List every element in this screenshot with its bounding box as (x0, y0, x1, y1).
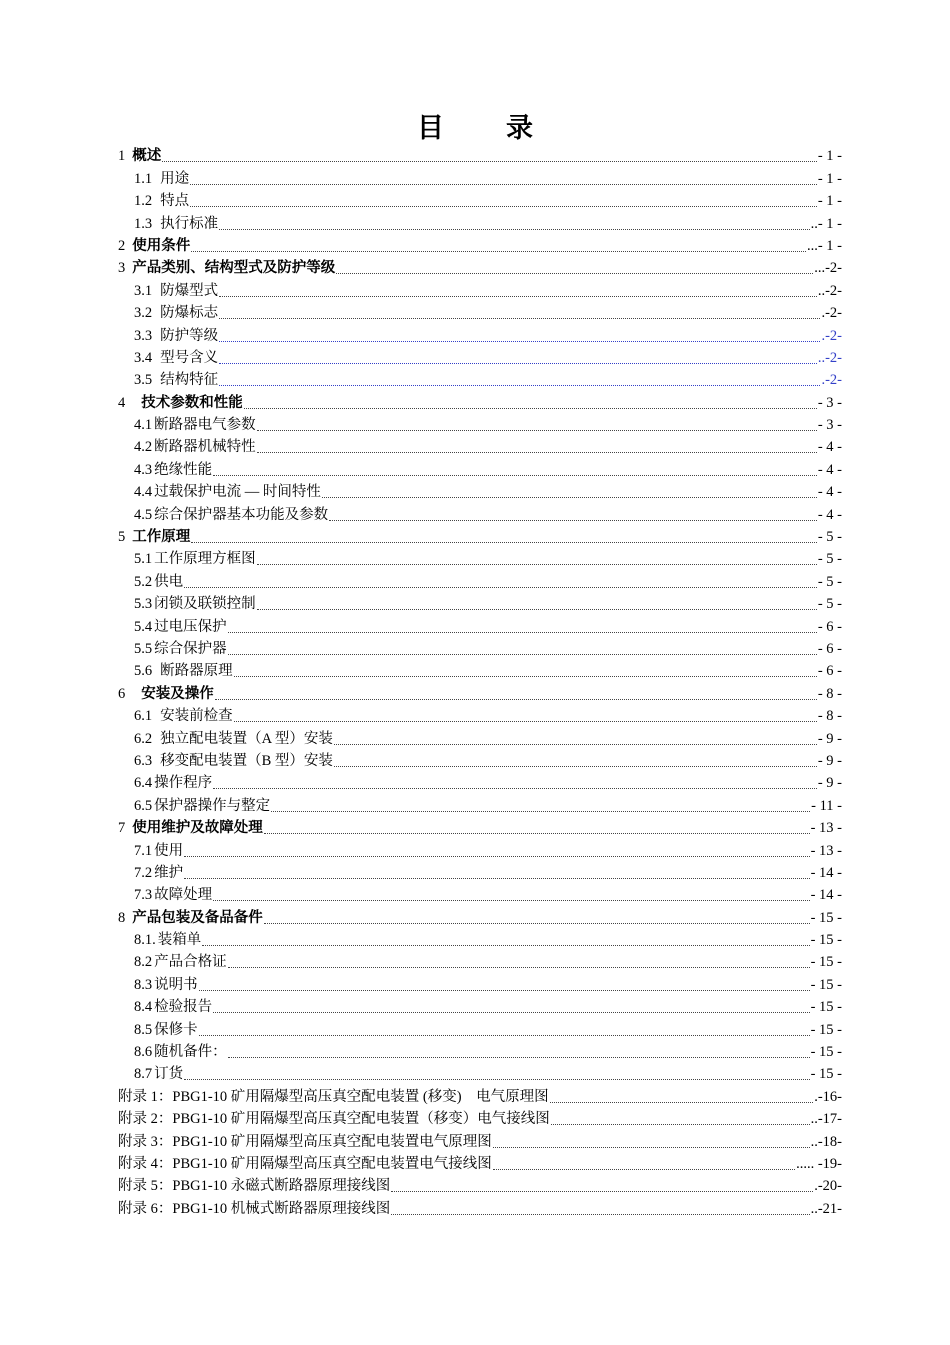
dot-leader (493, 1133, 810, 1148)
dot-leader (219, 215, 809, 230)
toc-entry-title: PBG1-10 永磁式断路器原理接线图 (172, 1178, 391, 1195)
toc-entry[interactable] (118, 524, 842, 546)
toc-entry-number: 7.2 (134, 864, 153, 881)
toc-entry-page: - 15 - (810, 909, 842, 926)
dot-leader (257, 416, 817, 431)
dot-leader (184, 864, 809, 879)
toc-entry-page: ..-17- (810, 1111, 842, 1128)
toc-entry-title: 过载保护电流 — 时间特性 (154, 484, 321, 501)
dot-leader (329, 506, 817, 521)
page-title (0, 106, 950, 145)
dot-leader (213, 461, 817, 476)
toc-entry-page: - 5 - (817, 596, 842, 613)
toc-entry-number: 6.1 (134, 708, 153, 725)
toc-entry-page: - 4 - (817, 439, 842, 456)
toc-entry-page: .-20- (814, 1178, 842, 1195)
toc-entry-page: - 4 - (817, 461, 842, 478)
toc-entry[interactable] (118, 434, 842, 456)
toc-entry[interactable] (118, 1016, 842, 1038)
toc-entry[interactable] (118, 815, 842, 837)
toc-entry[interactable] (118, 725, 842, 747)
toc-entry-title: 产品类别、结构型式及防护等级 (132, 260, 336, 277)
toc-entry-title: 技术参数和性能 (141, 394, 243, 411)
dot-leader (271, 797, 810, 812)
toc-entry[interactable] (118, 927, 842, 949)
toc-entry-number: 5.1 (134, 551, 153, 568)
toc-entry-page: ..- 1 - (810, 215, 842, 232)
toc-entry-title: 断路器电气参数 (154, 417, 256, 434)
toc-entry-title: 安装及操作 (141, 685, 214, 702)
toc-entry-title: 保护器操作与整定 (154, 797, 271, 814)
toc-entry-page: - 15 - (810, 954, 842, 971)
toc-entry-number: 1.1 (134, 170, 153, 187)
toc-entry-title: 过电压保护 (154, 618, 227, 635)
toc-entry-number: 附录 1： (118, 1088, 173, 1105)
dot-leader (257, 438, 817, 453)
toc-entry-number: 5 (118, 529, 126, 546)
toc-entry[interactable] (118, 210, 842, 232)
dot-leader (334, 752, 817, 767)
toc-entry[interactable] (118, 568, 842, 590)
dot-leader (219, 282, 817, 297)
toc-entry-number: 4 (118, 394, 126, 411)
toc-entry-title: PBG1-10 矿用隔爆型高压真空配电装置（移变）电气接线图 (172, 1111, 550, 1128)
toc-entry-page: ..-2- (817, 349, 842, 366)
toc-entry-title: 保修卡 (154, 1021, 198, 1038)
toc-entry-page: - 8 - (817, 685, 842, 702)
toc-entry-title: 综合保护器基本功能及参数 (154, 506, 329, 523)
toc-entry-title: PBG1-10 矿用隔爆型高压真空配电装置 (移变) 电气原理图 (172, 1088, 549, 1105)
toc-entry-title: 供电 (154, 573, 184, 590)
toc-entry-page: - 15 - (810, 1021, 842, 1038)
toc-entry[interactable] (118, 479, 842, 501)
toc-entry-page: - 9 - (817, 775, 842, 792)
toc-entry[interactable] (118, 860, 842, 882)
toc-entry-title: 防爆型式 (160, 282, 219, 299)
toc-entry-number: 1 (118, 148, 126, 165)
toc-entry-page: ..... -19- (796, 1155, 842, 1172)
dot-leader (184, 573, 817, 588)
toc-entry-page: - 6 - (817, 640, 842, 657)
dot-leader (219, 304, 820, 319)
toc-entry-page: ...- 1 - (806, 237, 842, 254)
toc-entry-title: 使用 (154, 842, 184, 859)
dot-leader (550, 1088, 814, 1103)
toc-entry-title: 安装前检查 (160, 708, 233, 725)
toc-entry-number: 7.3 (134, 887, 153, 904)
toc-entry-number: 7.1 (134, 842, 153, 859)
toc-entry[interactable] (118, 546, 842, 568)
toc-entry-page: - 14 - (810, 887, 842, 904)
toc-entry[interactable] (118, 501, 842, 523)
toc-entry[interactable] (118, 680, 842, 702)
toc-entry-page: - 15 - (810, 999, 842, 1016)
toc-entry-title: 特点 (160, 193, 190, 210)
toc-entry-title: 独立配电装置（A 型）安装 (160, 730, 333, 747)
dot-leader (234, 707, 817, 722)
toc-entry[interactable] (118, 1039, 842, 1061)
dot-leader (257, 595, 817, 610)
toc-entry-title: 工作原理 (132, 529, 191, 546)
toc-entry-title: 装箱单 (157, 932, 202, 949)
dot-leader (213, 774, 817, 789)
toc-entry[interactable] (118, 792, 842, 814)
toc-entry-number: 附录 6： (118, 1200, 173, 1217)
toc-entry-title: 结构特征 (160, 372, 219, 389)
dot-leader (257, 550, 817, 565)
dot-leader (334, 730, 817, 745)
toc-entry-title: 闭锁及联锁控制 (154, 596, 256, 613)
toc-entry[interactable] (118, 949, 842, 971)
toc-entry-page: - 11 - (811, 797, 842, 814)
dot-leader (264, 909, 810, 924)
toc-entry-number: 6.2 (134, 730, 153, 747)
toc-entry-number: 5.3 (134, 596, 153, 613)
toc-entry-title: 维护 (154, 864, 184, 881)
toc-entry-page: - 6 - (817, 663, 842, 680)
toc-entry-number: 8.5 (134, 1021, 153, 1038)
toc-entry-page: - 13 - (810, 842, 842, 859)
toc-entry-title: PBG1-10 机械式断路器原理接线图 (172, 1200, 391, 1217)
toc-entry[interactable] (118, 277, 842, 299)
toc-entry-page: - 3 - (817, 417, 842, 434)
toc-entry-page: - 15 - (810, 932, 842, 949)
toc-entry-number: 6.3 (134, 752, 153, 769)
toc-entry-title: 操作程序 (154, 775, 213, 792)
toc-entry-page: - 15 - (810, 1044, 842, 1061)
dot-leader (190, 192, 817, 207)
toc-entry-title: 故障处理 (154, 887, 213, 904)
toc-entry[interactable] (118, 994, 842, 1016)
toc-entry-page: ..-21- (810, 1200, 842, 1217)
dot-leader (336, 259, 813, 274)
dot-leader (228, 1043, 810, 1058)
toc-entry-number: 7 (118, 820, 126, 837)
toc-entry-number: 3.2 (134, 305, 153, 322)
toc-entry-page: - 8 - (817, 708, 842, 725)
dot-leader (322, 483, 817, 498)
toc-entry[interactable] (118, 1195, 842, 1217)
toc-entry-number: 8.4 (134, 999, 153, 1016)
toc-entry[interactable] (118, 882, 842, 904)
toc-entry-title: 移变配电装置（B 型）安装 (160, 752, 333, 769)
toc-entry[interactable] (118, 233, 842, 255)
toc-entry-number: 1.2 (134, 193, 153, 210)
toc-entry[interactable] (118, 143, 842, 165)
toc-entry-title: 绝缘性能 (154, 461, 213, 478)
toc-entry-title: 概述 (132, 148, 162, 165)
toc-entry-number: 附录 5： (118, 1178, 173, 1195)
toc-entry[interactable] (118, 412, 842, 434)
toc-entry-number: 5.2 (134, 573, 153, 590)
dot-leader (219, 349, 817, 364)
toc-entry-page: .-2- (821, 327, 842, 344)
toc-entry[interactable] (118, 389, 842, 411)
toc-entry-page: - 9 - (817, 730, 842, 747)
toc-entry-page: - 3 - (817, 394, 842, 411)
dot-leader (184, 842, 809, 857)
toc-entry-title: 检验报告 (154, 999, 213, 1016)
dot-leader (191, 528, 817, 543)
toc-entry-page: - 15 - (810, 976, 842, 993)
toc-entry-page: - 15 - (810, 1066, 842, 1083)
toc-entry-number: 3.3 (134, 327, 153, 344)
toc-entry-page: - 1 - (817, 193, 842, 210)
toc-entry-page: - 14 - (810, 864, 842, 881)
toc-entry-page: - 4 - (817, 484, 842, 501)
toc-entry-number: 4.4 (134, 484, 153, 501)
toc-entry-page: - 5 - (817, 573, 842, 590)
dot-leader (191, 237, 806, 252)
dot-leader (199, 1021, 810, 1036)
toc-entry-number: 附录 2： (118, 1111, 173, 1128)
dot-leader (551, 1110, 810, 1125)
toc-entry-number: 1.3 (134, 215, 153, 232)
toc-entry-page: - 1 - (817, 148, 842, 165)
toc-entry-number: 4.5 (134, 506, 153, 523)
dot-leader (391, 1177, 813, 1192)
toc-entry-title: 使用条件 (132, 237, 191, 254)
toc-entry-number: 8.2 (134, 954, 153, 971)
toc-entry-page: ..-2- (817, 282, 842, 299)
toc-entry-page: .-2- (821, 305, 842, 322)
toc-entry-number: 8.1. (134, 932, 156, 949)
title-char-1: 目 (417, 113, 444, 144)
toc-entry-number: 5.5 (134, 640, 153, 657)
toc-entry-title: PBG1-10 矿用隔爆型高压真空配电装置电气接线图 (172, 1155, 492, 1172)
toc-entry-title: 订货 (154, 1066, 184, 1083)
toc-entry[interactable] (118, 971, 842, 993)
toc-entry[interactable] (118, 1106, 842, 1128)
toc-entry-number: 4.2 (134, 439, 153, 456)
dot-leader (199, 976, 810, 991)
dot-leader (162, 147, 817, 162)
toc-entry-title: 产品包装及备品备件 (132, 909, 263, 926)
toc-entry-number: 6 (118, 685, 126, 702)
toc-entry-title: 防爆标志 (160, 305, 219, 322)
toc-entry-number: 6.4 (134, 775, 153, 792)
dot-leader (219, 371, 820, 386)
table-of-contents (118, 143, 842, 1218)
toc-entry[interactable] (118, 703, 842, 725)
toc-entry-title: 防护等级 (160, 327, 219, 344)
dot-leader (213, 886, 809, 901)
toc-entry-page: - 5 - (817, 551, 842, 568)
dot-leader (190, 170, 817, 185)
toc-entry-page: - 5 - (817, 529, 842, 546)
toc-entry-title: 执行标准 (160, 215, 219, 232)
dot-leader (391, 1200, 809, 1215)
toc-entry-title: 用途 (160, 170, 190, 187)
toc-entry[interactable] (118, 456, 842, 478)
dot-leader (244, 394, 817, 409)
toc-entry-number: 8 (118, 909, 126, 926)
toc-entry-title: PBG1-10 矿用隔爆型高压真空配电装置电气原理图 (172, 1133, 492, 1150)
toc-entry[interactable] (118, 300, 842, 322)
dot-leader (264, 819, 810, 834)
toc-entry[interactable] (118, 188, 842, 210)
dot-leader (219, 327, 820, 342)
toc-entry-page: - 13 - (810, 820, 842, 837)
dot-leader (213, 998, 809, 1013)
toc-entry[interactable] (118, 591, 842, 613)
toc-entry[interactable] (118, 904, 842, 926)
toc-entry-number: 3.4 (134, 349, 153, 366)
toc-entry[interactable] (118, 636, 842, 658)
toc-entry-title: 综合保护器 (154, 640, 227, 657)
toc-entry[interactable] (118, 322, 842, 344)
toc-entry-page: - 4 - (817, 506, 842, 523)
toc-entry-number: 8.7 (134, 1066, 153, 1083)
toc-entry-page: - 9 - (817, 752, 842, 769)
toc-entry-page: - 1 - (817, 170, 842, 187)
toc-entry-number: 3 (118, 260, 126, 277)
toc-entry-number: 5.4 (134, 618, 153, 635)
toc-entry-number: 8.3 (134, 976, 153, 993)
toc-entry[interactable] (118, 658, 842, 680)
toc-entry[interactable] (118, 345, 842, 367)
toc-entry-number: 2 (118, 237, 126, 254)
title-char-2: 录 (506, 113, 533, 144)
toc-entry[interactable] (118, 255, 842, 277)
toc-entry[interactable] (118, 613, 842, 635)
toc-entry-number: 3.5 (134, 372, 153, 389)
dot-leader (184, 1065, 809, 1080)
toc-entry[interactable] (118, 1173, 842, 1195)
dot-leader (202, 931, 809, 946)
toc-entry[interactable] (118, 1061, 842, 1083)
toc-entry[interactable] (118, 165, 842, 187)
dot-leader (234, 662, 817, 677)
toc-entry-title: 工作原理方框图 (154, 551, 256, 568)
toc-entry[interactable] (118, 748, 842, 770)
toc-entry-title: 断路器机械特性 (154, 439, 256, 456)
toc-entry[interactable] (118, 367, 842, 389)
toc-entry-number: 4.1 (134, 417, 153, 434)
toc-entry-title: 断路器原理 (160, 663, 233, 680)
toc-entry-number: 附录 3： (118, 1133, 173, 1150)
toc-entry-page: .-16- (814, 1088, 842, 1105)
toc-entry-page: ..-18- (810, 1133, 842, 1150)
toc-entry-title: 说明书 (154, 976, 198, 993)
toc-entry-title: 使用维护及故障处理 (132, 820, 263, 837)
toc-entry-number: 5.6 (134, 663, 153, 680)
toc-entry-title: 随机备件： (154, 1044, 227, 1061)
dot-leader (228, 618, 817, 633)
dot-leader (228, 640, 817, 655)
toc-entry-number: 6.5 (134, 797, 153, 814)
toc-entry-number: 附录 4： (118, 1155, 173, 1172)
dot-leader (215, 685, 817, 700)
toc-entry-number: 4.3 (134, 461, 153, 478)
toc-entry[interactable] (118, 1128, 842, 1150)
toc-entry[interactable] (118, 837, 842, 859)
toc-entry-page: - 6 - (817, 618, 842, 635)
toc-entry-number: 3.1 (134, 282, 153, 299)
toc-entry-title: 产品合格证 (154, 954, 227, 971)
toc-entry-number: 8.6 (134, 1044, 153, 1061)
toc-entry-page: ...-2- (814, 260, 842, 277)
dot-leader (228, 953, 810, 968)
toc-entry[interactable] (118, 1151, 842, 1173)
toc-entry[interactable] (118, 770, 842, 792)
toc-entry[interactable] (118, 1083, 842, 1105)
toc-entry-page: .-2- (821, 372, 842, 389)
dot-leader (493, 1155, 795, 1170)
toc-entry-title: 型号含义 (160, 349, 219, 366)
